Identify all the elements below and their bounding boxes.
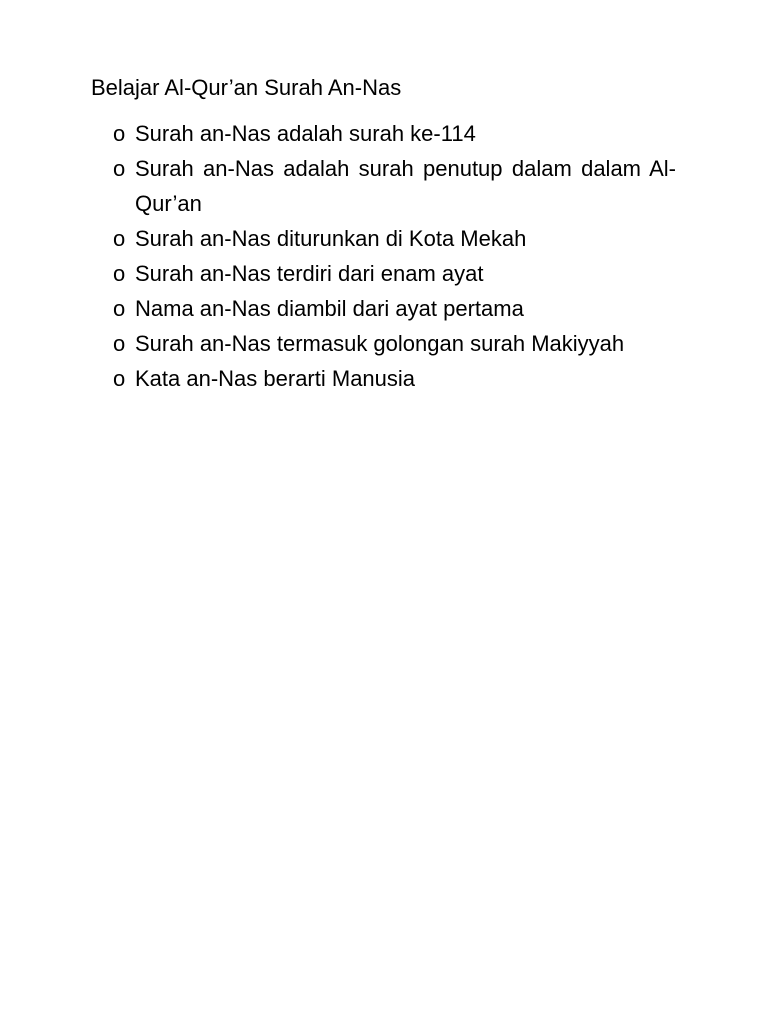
list-item — [113, 116, 676, 151]
list-item — [113, 256, 676, 291]
list-item — [113, 291, 676, 326]
list-item-text: Nama an-Nas diambil dari ayat pertama — [135, 296, 524, 321]
list-item — [113, 151, 676, 221]
bullet-list — [113, 116, 676, 396]
list-item — [113, 221, 676, 256]
bullet-marker: o — [113, 121, 126, 146]
list-item — [113, 361, 676, 396]
document-title: Belajar Al-Qur’an Surah An-Nas — [91, 75, 402, 100]
list-item-text: Surah an-Nas adalah surah ke-114 — [135, 121, 476, 146]
bullet-marker: o — [113, 366, 126, 391]
list-item-text: Kata an-Nas berarti Manusia — [135, 366, 416, 391]
list-item-text: Surah an-Nas adalah surah penutup dalam dalam Al-Qur’an — [135, 156, 676, 216]
bullet-marker: o — [113, 331, 126, 356]
bullet-marker: o — [113, 261, 126, 286]
bullet-marker: o — [113, 226, 126, 251]
bullet-marker: o — [113, 156, 126, 181]
list-item — [113, 326, 676, 361]
list-item-text: Surah an-Nas terdiri dari enam ayat — [135, 261, 484, 286]
list-item-text: Surah an-Nas diturunkan di Kota Mekah — [135, 226, 527, 251]
bullet-marker: o — [113, 296, 126, 321]
list-item-text: Surah an-Nas termasuk golongan surah Makiyyah — [135, 331, 625, 356]
